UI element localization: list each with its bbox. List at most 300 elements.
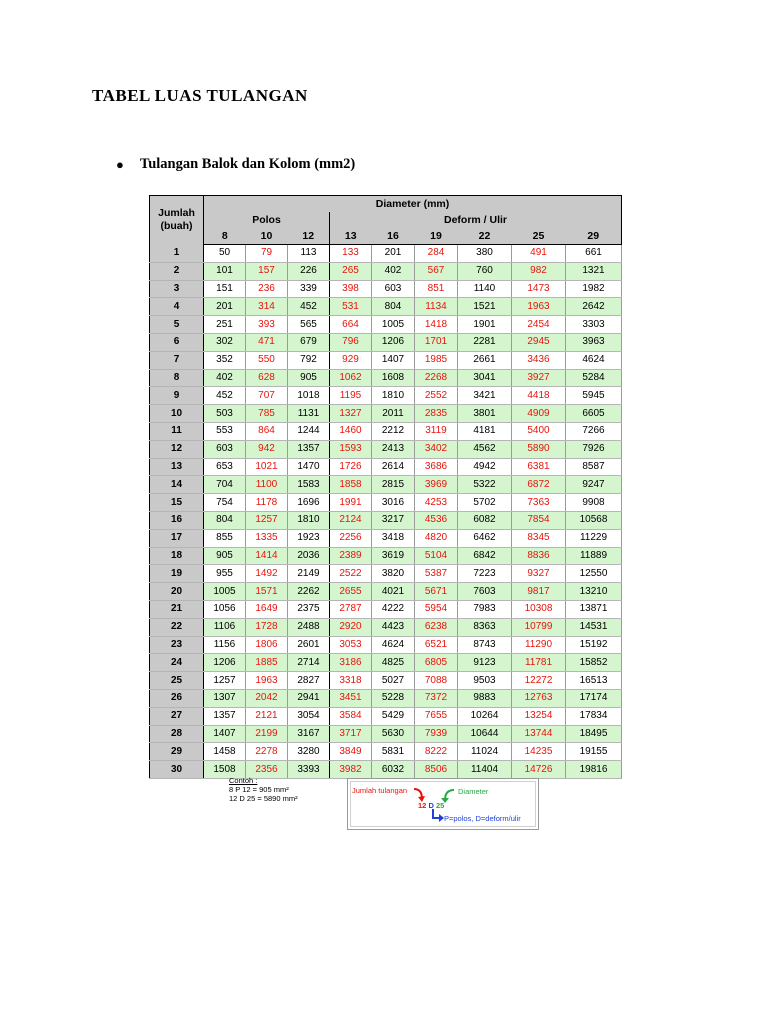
area-cell: 679 <box>288 333 330 351</box>
area-cell: 3927 <box>512 369 566 387</box>
table-row <box>150 280 622 298</box>
diameter-col-19: 19 <box>415 228 458 245</box>
area-cell: 864 <box>246 422 288 440</box>
area-cell: 6872 <box>512 476 566 494</box>
area-cell: 9817 <box>512 583 566 601</box>
legend-jumlah-label: Jumlah tulangan <box>352 786 408 795</box>
row-count-cell: 21 <box>150 600 204 618</box>
row-count-cell: 14 <box>150 476 204 494</box>
area-cell: 2124 <box>330 511 372 529</box>
area-cell: 3982 <box>330 761 372 779</box>
area-cell: 4181 <box>458 422 512 440</box>
area-cell: 4423 <box>372 618 415 636</box>
area-cell: 2036 <box>288 547 330 565</box>
table-row <box>150 547 622 565</box>
area-cell: 8363 <box>458 618 512 636</box>
area-cell: 2941 <box>288 689 330 707</box>
area-cell: 503 <box>204 405 246 423</box>
table-row <box>150 298 622 316</box>
area-cell: 628 <box>246 369 288 387</box>
area-cell: 11290 <box>512 636 566 654</box>
area-cell: 3717 <box>330 725 372 743</box>
area-cell: 2488 <box>288 618 330 636</box>
diameter-col-13: 13 <box>330 228 372 245</box>
area-cell: 6032 <box>372 761 415 779</box>
area-cell: 2042 <box>246 689 288 707</box>
area-cell: 1357 <box>204 707 246 725</box>
area-cell: 2714 <box>288 654 330 672</box>
area-cell: 3418 <box>372 529 415 547</box>
area-cell: 3393 <box>288 761 330 779</box>
area-cell: 6462 <box>458 529 512 547</box>
area-cell: 7266 <box>566 422 622 440</box>
area-cell: 1414 <box>246 547 288 565</box>
area-cell: 9883 <box>458 689 512 707</box>
area-cell: 1963 <box>512 298 566 316</box>
area-cell: 8345 <box>512 529 566 547</box>
area-cell: 2389 <box>330 547 372 565</box>
area-cell: 8587 <box>566 458 622 476</box>
table-row <box>150 565 622 583</box>
row-count-cell: 26 <box>150 689 204 707</box>
area-cell: 785 <box>246 405 288 423</box>
area-cell: 4825 <box>372 654 415 672</box>
area-cell: 5104 <box>415 547 458 565</box>
diameter-header: Diameter (mm) <box>204 196 622 213</box>
row-count-cell: 25 <box>150 672 204 690</box>
area-cell: 2375 <box>288 600 330 618</box>
area-cell: 3402 <box>415 440 458 458</box>
table-row <box>150 654 622 672</box>
area-cell: 1418 <box>415 316 458 334</box>
diameter-col-10: 10 <box>246 228 288 245</box>
area-cell: 603 <box>372 280 415 298</box>
area-cell: 3041 <box>458 369 512 387</box>
area-cell: 7983 <box>458 600 512 618</box>
area-cell: 1257 <box>204 672 246 690</box>
area-cell: 955 <box>204 565 246 583</box>
area-cell: 13871 <box>566 600 622 618</box>
area-cell: 704 <box>204 476 246 494</box>
area-cell: 8743 <box>458 636 512 654</box>
area-cell: 3801 <box>458 405 512 423</box>
area-cell: 3619 <box>372 547 415 565</box>
bullet-dot-icon: ● <box>116 156 124 172</box>
area-cell: 2661 <box>458 351 512 369</box>
area-cell: 12272 <box>512 672 566 690</box>
area-cell: 1583 <box>288 476 330 494</box>
area-cell: 1021 <box>246 458 288 476</box>
area-cell: 352 <box>204 351 246 369</box>
table-row <box>150 405 622 423</box>
area-cell: 8506 <box>415 761 458 779</box>
area-cell: 19816 <box>566 761 622 779</box>
area-cell: 1206 <box>372 333 415 351</box>
area-cell: 1571 <box>246 583 288 601</box>
area-cell: 2787 <box>330 600 372 618</box>
area-cell: 3280 <box>288 743 330 761</box>
area-cell: 4909 <box>512 405 566 423</box>
area-cell: 4021 <box>372 583 415 601</box>
area-cell: 3963 <box>566 333 622 351</box>
area-cell: 251 <box>204 316 246 334</box>
area-cell: 2256 <box>330 529 372 547</box>
area-cell: 2920 <box>330 618 372 636</box>
area-cell: 101 <box>204 262 246 280</box>
row-count-cell: 8 <box>150 369 204 387</box>
legend-code-count: 12 <box>418 801 427 810</box>
area-cell: 5702 <box>458 494 512 512</box>
example-title: Contoh : <box>229 776 258 785</box>
table-row <box>150 316 622 334</box>
row-count-cell: 16 <box>150 511 204 529</box>
area-cell: 1885 <box>246 654 288 672</box>
area-cell: 4418 <box>512 387 566 405</box>
area-cell: 1991 <box>330 494 372 512</box>
table-row <box>150 707 622 725</box>
area-cell: 2552 <box>415 387 458 405</box>
table-row <box>150 672 622 690</box>
area-cell: 17174 <box>566 689 622 707</box>
area-cell: 929 <box>330 351 372 369</box>
area-cell: 1508 <box>204 761 246 779</box>
row-count-cell: 27 <box>150 707 204 725</box>
area-cell: 50 <box>204 245 246 263</box>
area-cell: 1134 <box>415 298 458 316</box>
area-cell: 1521 <box>458 298 512 316</box>
area-cell: 314 <box>246 298 288 316</box>
diameter-col-8: 8 <box>204 228 246 245</box>
area-cell: 5284 <box>566 369 622 387</box>
area-cell: 7603 <box>458 583 512 601</box>
area-cell: 3436 <box>512 351 566 369</box>
area-cell: 284 <box>415 245 458 263</box>
area-cell: 151 <box>204 280 246 298</box>
area-cell: 3303 <box>566 316 622 334</box>
row-count-cell: 18 <box>150 547 204 565</box>
area-cell: 553 <box>204 422 246 440</box>
area-cell: 1335 <box>246 529 288 547</box>
row-count-cell: 5 <box>150 316 204 334</box>
example-line-1: 8 P 12 = 905 mm² <box>229 785 289 794</box>
area-cell: 10568 <box>566 511 622 529</box>
area-cell: 1005 <box>204 583 246 601</box>
row-count-cell: 12 <box>150 440 204 458</box>
area-cell: 2262 <box>288 583 330 601</box>
area-cell: 804 <box>204 511 246 529</box>
area-cell: 11781 <box>512 654 566 672</box>
area-cell: 4222 <box>372 600 415 618</box>
row-count-cell: 28 <box>150 725 204 743</box>
table-row <box>150 262 622 280</box>
area-cell: 380 <box>458 245 512 263</box>
row-count-cell: 15 <box>150 494 204 512</box>
area-cell: 4624 <box>372 636 415 654</box>
bullet-text: Tulangan Balok dan Kolom (mm2) <box>139 156 356 172</box>
area-cell: 531 <box>330 298 372 316</box>
table-row <box>150 369 622 387</box>
legend-polos-label: P=polos, D=deform/ulir <box>444 814 521 823</box>
area-cell: 1473 <box>512 280 566 298</box>
area-cell: 804 <box>372 298 415 316</box>
area-cell: 7655 <box>415 707 458 725</box>
area-cell: 3053 <box>330 636 372 654</box>
area-cell: 201 <box>204 298 246 316</box>
row-count-cell: 11 <box>150 422 204 440</box>
area-cell: 7372 <box>415 689 458 707</box>
area-cell: 7088 <box>415 672 458 690</box>
area-cell: 4820 <box>415 529 458 547</box>
area-cell: 9503 <box>458 672 512 690</box>
area-cell: 236 <box>246 280 288 298</box>
area-cell: 5387 <box>415 565 458 583</box>
area-cell: 1005 <box>372 316 415 334</box>
row-count-cell: 3 <box>150 280 204 298</box>
row-count-cell: 4 <box>150 298 204 316</box>
area-cell: 7854 <box>512 511 566 529</box>
area-cell: 1195 <box>330 387 372 405</box>
bullet-item <box>116 156 355 173</box>
area-cell: 10308 <box>512 600 566 618</box>
area-cell: 1810 <box>288 511 330 529</box>
table-row <box>150 458 622 476</box>
area-cell: 10264 <box>458 707 512 725</box>
area-cell: 452 <box>288 298 330 316</box>
area-cell: 905 <box>288 369 330 387</box>
document-title: TABEL LUAS TULANGAN <box>92 86 308 105</box>
area-cell: 11889 <box>566 547 622 565</box>
row-count-cell: 20 <box>150 583 204 601</box>
area-cell: 1923 <box>288 529 330 547</box>
area-cell: 5322 <box>458 476 512 494</box>
area-cell: 1901 <box>458 316 512 334</box>
area-cell: 402 <box>204 369 246 387</box>
table-row <box>150 583 622 601</box>
area-cell: 2268 <box>415 369 458 387</box>
area-cell: 11024 <box>458 743 512 761</box>
area-cell: 1206 <box>204 654 246 672</box>
area-cell: 3584 <box>330 707 372 725</box>
area-cell: 6082 <box>458 511 512 529</box>
area-cell: 452 <box>204 387 246 405</box>
area-cell: 550 <box>246 351 288 369</box>
area-cell: 1307 <box>204 689 246 707</box>
area-cell: 3421 <box>458 387 512 405</box>
area-cell: 3318 <box>330 672 372 690</box>
area-cell: 1056 <box>204 600 246 618</box>
row-count-cell: 6 <box>150 333 204 351</box>
area-cell: 9908 <box>566 494 622 512</box>
deform-header: Deform / Ulir <box>330 212 622 228</box>
legend-diameter-label: Diameter <box>458 787 489 796</box>
area-cell: 855 <box>204 529 246 547</box>
table-row <box>150 689 622 707</box>
row-count-cell: 22 <box>150 618 204 636</box>
area-cell: 7223 <box>458 565 512 583</box>
table-row <box>150 636 622 654</box>
area-cell: 2413 <box>372 440 415 458</box>
area-cell: 17834 <box>566 707 622 725</box>
area-cell: 664 <box>330 316 372 334</box>
area-cell: 5945 <box>566 387 622 405</box>
table-row <box>150 494 622 512</box>
area-cell: 2281 <box>458 333 512 351</box>
area-cell: 302 <box>204 333 246 351</box>
area-cell: 3186 <box>330 654 372 672</box>
area-cell: 1131 <box>288 405 330 423</box>
area-cell: 760 <box>458 262 512 280</box>
area-cell: 226 <box>288 262 330 280</box>
area-cell: 1858 <box>330 476 372 494</box>
area-cell: 2945 <box>512 333 566 351</box>
area-cell: 1608 <box>372 369 415 387</box>
row-count-cell: 9 <box>150 387 204 405</box>
area-cell: 982 <box>512 262 566 280</box>
diameter-col-22: 22 <box>458 228 512 245</box>
area-cell: 2356 <box>246 761 288 779</box>
area-cell: 13210 <box>566 583 622 601</box>
area-cell: 1985 <box>415 351 458 369</box>
area-cell: 7926 <box>566 440 622 458</box>
area-cell: 2827 <box>288 672 330 690</box>
area-cell: 707 <box>246 387 288 405</box>
area-cell: 1156 <box>204 636 246 654</box>
area-cell: 1649 <box>246 600 288 618</box>
area-cell: 3016 <box>372 494 415 512</box>
area-cell: 10644 <box>458 725 512 743</box>
area-cell: 1470 <box>288 458 330 476</box>
table-row <box>150 761 622 779</box>
area-cell: 5671 <box>415 583 458 601</box>
diameter-col-25: 25 <box>512 228 566 245</box>
area-cell: 2642 <box>566 298 622 316</box>
area-cell: 11404 <box>458 761 512 779</box>
row-count-cell: 10 <box>150 405 204 423</box>
table-row <box>150 333 622 351</box>
area-cell: 4536 <box>415 511 458 529</box>
area-cell: 3451 <box>330 689 372 707</box>
row-count-cell: 24 <box>150 654 204 672</box>
jumlah-header: Jumlah (buah) <box>150 196 204 245</box>
area-cell: 1140 <box>458 280 512 298</box>
area-cell: 5890 <box>512 440 566 458</box>
table-row <box>150 422 622 440</box>
legend-code-type: D <box>428 801 434 810</box>
area-cell: 14726 <box>512 761 566 779</box>
table-row <box>150 600 622 618</box>
table-row <box>150 440 622 458</box>
area-cell: 4624 <box>566 351 622 369</box>
area-cell: 157 <box>246 262 288 280</box>
blue-elbow-arrow-icon <box>430 809 444 823</box>
table-body <box>150 245 622 779</box>
row-count-cell: 19 <box>150 565 204 583</box>
area-cell: 6605 <box>566 405 622 423</box>
area-cell: 6381 <box>512 458 566 476</box>
reinforcement-area-table <box>149 195 622 779</box>
row-count-cell: 29 <box>150 743 204 761</box>
table-row <box>150 529 622 547</box>
table-row <box>150 351 622 369</box>
area-cell: 2212 <box>372 422 415 440</box>
area-cell: 3820 <box>372 565 415 583</box>
area-cell: 905 <box>204 547 246 565</box>
area-cell: 1982 <box>566 280 622 298</box>
area-cell: 1407 <box>204 725 246 743</box>
polos-header: Polos <box>204 212 330 228</box>
area-cell: 2011 <box>372 405 415 423</box>
row-count-cell: 30 <box>150 761 204 779</box>
area-cell: 13744 <box>512 725 566 743</box>
area-cell: 1407 <box>372 351 415 369</box>
area-cell: 12763 <box>512 689 566 707</box>
area-cell: 3849 <box>330 743 372 761</box>
table-row <box>150 476 622 494</box>
area-cell: 8222 <box>415 743 458 761</box>
area-cell: 567 <box>415 262 458 280</box>
area-cell: 1321 <box>566 262 622 280</box>
area-cell: 7939 <box>415 725 458 743</box>
area-cell: 1257 <box>246 511 288 529</box>
area-cell: 5400 <box>512 422 566 440</box>
table-row <box>150 511 622 529</box>
area-cell: 796 <box>330 333 372 351</box>
area-cell: 6238 <box>415 618 458 636</box>
area-cell: 1963 <box>246 672 288 690</box>
area-cell: 5027 <box>372 672 415 690</box>
area-cell: 6521 <box>415 636 458 654</box>
area-cell: 1696 <box>288 494 330 512</box>
example-line-2: 12 D 25 = 5890 mm² <box>229 794 298 803</box>
area-cell: 792 <box>288 351 330 369</box>
area-cell: 851 <box>415 280 458 298</box>
area-cell: 12550 <box>566 565 622 583</box>
area-cell: 661 <box>566 245 622 263</box>
area-cell: 1593 <box>330 440 372 458</box>
area-cell: 2149 <box>288 565 330 583</box>
area-cell: 3686 <box>415 458 458 476</box>
row-count-cell: 13 <box>150 458 204 476</box>
area-cell: 1018 <box>288 387 330 405</box>
area-cell: 2614 <box>372 458 415 476</box>
diameter-values-row <box>150 228 622 245</box>
notation-legend <box>347 778 539 830</box>
table-row <box>150 387 622 405</box>
area-cell: 1244 <box>288 422 330 440</box>
legend-code-diameter: 25 <box>435 801 445 810</box>
area-cell: 5630 <box>372 725 415 743</box>
area-cell: 1357 <box>288 440 330 458</box>
example-note <box>229 776 298 803</box>
area-cell: 4942 <box>458 458 512 476</box>
area-cell: 79 <box>246 245 288 263</box>
area-cell: 5831 <box>372 743 415 761</box>
area-cell: 3167 <box>288 725 330 743</box>
row-count-cell: 1 <box>150 245 204 263</box>
area-cell: 9327 <box>512 565 566 583</box>
table-row <box>150 618 622 636</box>
area-cell: 3054 <box>288 707 330 725</box>
area-cell: 13254 <box>512 707 566 725</box>
area-cell: 5429 <box>372 707 415 725</box>
area-cell: 5954 <box>415 600 458 618</box>
area-cell: 2278 <box>246 743 288 761</box>
area-cell: 1458 <box>204 743 246 761</box>
diameter-col-12: 12 <box>288 228 330 245</box>
area-cell: 19155 <box>566 743 622 761</box>
area-cell: 2815 <box>372 476 415 494</box>
diameter-col-29: 29 <box>566 228 622 245</box>
